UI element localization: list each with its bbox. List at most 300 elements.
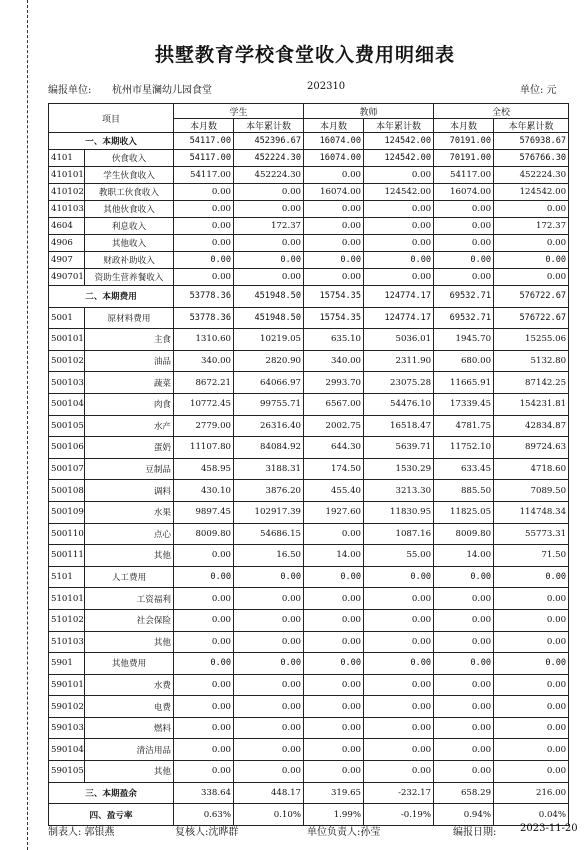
value-cell: 102917.39 — [234, 501, 304, 523]
value-cell: 0.00 — [364, 588, 434, 610]
value-cell: 0.00 — [494, 609, 569, 631]
account-code: 490701 — [49, 269, 85, 286]
page-title: 拱墅教育学校食堂收入费用明细表 — [154, 44, 455, 66]
value-cell: 0.00 — [304, 167, 364, 184]
value-cell: 338.64 — [174, 782, 234, 804]
value-cell: 0.00 — [494, 631, 569, 653]
account-code: 500101 — [49, 329, 85, 351]
account-code: 500103 — [49, 372, 85, 394]
value-cell: 0.00 — [494, 696, 569, 718]
value-cell: 4718.60 — [494, 458, 569, 480]
value-cell: 23075.28 — [364, 372, 434, 394]
value-cell: 0.00 — [174, 653, 234, 675]
value-cell: 0.00 — [304, 761, 364, 783]
value-cell: 680.00 — [434, 350, 494, 372]
table-row — [49, 372, 569, 394]
header-row-groups — [49, 104, 569, 119]
value-cell: 0.00 — [364, 201, 434, 218]
section-label: 三、本期盈余 — [49, 782, 174, 804]
header-col: 本月数 — [304, 119, 364, 133]
value-cell: 124774.17 — [364, 286, 434, 308]
footer-date-label: 编报日期: — [453, 827, 497, 838]
value-cell: 0.00 — [434, 566, 494, 588]
value-cell: 42834.87 — [494, 415, 569, 437]
value-cell: 16.50 — [234, 545, 304, 567]
value-cell: 53778.36 — [174, 286, 234, 308]
value-cell: 0.00 — [304, 717, 364, 739]
account-code: 4604 — [49, 218, 85, 235]
value-cell: 55.00 — [364, 545, 434, 567]
table-row — [49, 761, 569, 783]
value-cell: 644.30 — [304, 437, 364, 459]
account-name: 水果 — [85, 501, 174, 523]
value-cell: 15754.35 — [304, 286, 364, 308]
account-code: 590105 — [49, 761, 85, 783]
value-cell: 3876.20 — [234, 480, 304, 502]
value-cell: 124542.00 — [494, 184, 569, 201]
value-cell: 114748.34 — [494, 501, 569, 523]
table-row — [49, 696, 569, 718]
value-cell: 71.50 — [494, 545, 569, 567]
table-row — [49, 150, 569, 167]
value-cell: 0.00 — [434, 739, 494, 761]
table-row — [49, 218, 569, 235]
value-cell: 0.00 — [494, 201, 569, 218]
value-cell: 16074.00 — [304, 133, 364, 150]
value-cell: 10219.05 — [234, 329, 304, 351]
value-cell: 0.00 — [174, 184, 234, 201]
value-cell: 1087.16 — [364, 523, 434, 545]
value-cell: 54117.00 — [174, 133, 234, 150]
value-cell: 0.00 — [494, 252, 569, 269]
table-row — [49, 545, 569, 567]
value-cell: 0.00 — [234, 184, 304, 201]
account-name: 工资福利 — [85, 588, 174, 610]
value-cell: 0.00 — [234, 269, 304, 286]
table-row — [49, 631, 569, 653]
value-cell: 0.00 — [494, 761, 569, 783]
value-cell: 0.00 — [174, 761, 234, 783]
value-cell: 8009.80 — [434, 523, 494, 545]
value-cell: 0.63% — [174, 804, 234, 826]
value-cell: 11752.10 — [434, 437, 494, 459]
value-cell: 54476.10 — [364, 393, 434, 415]
account-name: 其他伙食收入 — [85, 201, 174, 218]
value-cell: 0.00 — [434, 235, 494, 252]
value-cell: 455.40 — [304, 480, 364, 502]
currency-unit: 单位: 元 — [520, 85, 557, 96]
value-cell: 0.00 — [174, 566, 234, 588]
footer-maker: 制表人: 郭银燕 — [48, 827, 115, 838]
value-cell: 16518.47 — [364, 415, 434, 437]
value-cell: 0.00 — [364, 674, 434, 696]
value-cell: 8009.80 — [174, 523, 234, 545]
value-cell: 319.65 — [304, 782, 364, 804]
value-cell: 0.00 — [434, 588, 494, 610]
value-cell: 458.95 — [174, 458, 234, 480]
value-cell: 64066.97 — [234, 372, 304, 394]
value-cell: 451948.50 — [234, 307, 304, 329]
value-cell: 576722.67 — [494, 307, 569, 329]
account-name: 蔬菜 — [85, 372, 174, 394]
value-cell: 2993.70 — [304, 372, 364, 394]
account-name: 水产 — [85, 415, 174, 437]
account-name: 燃料 — [85, 717, 174, 739]
org-value: 杭州市星澜幼儿园食堂 — [112, 85, 212, 96]
account-code: 510101 — [49, 588, 85, 610]
value-cell: 2311.90 — [364, 350, 434, 372]
account-code: 510103 — [49, 631, 85, 653]
value-cell: 15754.35 — [304, 307, 364, 329]
value-cell: 0.00 — [304, 269, 364, 286]
value-cell: 55773.31 — [494, 523, 569, 545]
value-cell: 54117.00 — [174, 150, 234, 167]
value-cell: 70191.00 — [434, 133, 494, 150]
account-name: 肉食 — [85, 393, 174, 415]
table-row — [49, 674, 569, 696]
value-cell: 3188.31 — [234, 458, 304, 480]
table-row — [49, 501, 569, 523]
table-row — [49, 609, 569, 631]
value-cell: 576766.30 — [494, 150, 569, 167]
account-name: 调料 — [85, 480, 174, 502]
footer-leader: 单位负责人:孙莹 — [307, 827, 381, 838]
header-group-teachers: 教师 — [304, 104, 434, 119]
value-cell: 0.00 — [234, 761, 304, 783]
value-cell: 452224.30 — [234, 150, 304, 167]
table-row — [49, 437, 569, 459]
value-cell: 340.00 — [174, 350, 234, 372]
value-cell: 172.37 — [494, 218, 569, 235]
value-cell: 87142.25 — [494, 372, 569, 394]
value-cell: 0.00 — [174, 631, 234, 653]
account-code: 5901 — [49, 653, 85, 675]
value-cell: 452224.30 — [494, 167, 569, 184]
value-cell: 1945.70 — [434, 329, 494, 351]
value-cell: 0.00 — [174, 588, 234, 610]
value-cell: 0.00 — [494, 566, 569, 588]
value-cell: 216.00 — [494, 782, 569, 804]
table-row — [49, 252, 569, 269]
account-name: 财政补助收入 — [85, 252, 174, 269]
value-cell: 340.00 — [304, 350, 364, 372]
value-cell: 633.45 — [434, 458, 494, 480]
value-cell: 54117.00 — [174, 167, 234, 184]
value-cell: 0.00 — [494, 674, 569, 696]
value-cell: 15255.06 — [494, 329, 569, 351]
account-code: 590103 — [49, 717, 85, 739]
value-cell: 0.00 — [434, 201, 494, 218]
value-cell: 0.00 — [434, 761, 494, 783]
account-code: 500104 — [49, 393, 85, 415]
table-row — [49, 269, 569, 286]
value-cell: 69532.71 — [434, 307, 494, 329]
account-code: 500102 — [49, 350, 85, 372]
table-row — [49, 782, 569, 804]
account-name: 清洁用品 — [85, 739, 174, 761]
account-code: 500109 — [49, 501, 85, 523]
value-cell: 0.00 — [364, 631, 434, 653]
value-cell: 124542.00 — [364, 150, 434, 167]
account-name: 水费 — [85, 674, 174, 696]
table-row — [49, 523, 569, 545]
value-cell: 0.00 — [304, 235, 364, 252]
value-cell: 0.00 — [234, 739, 304, 761]
table-row — [49, 653, 569, 675]
account-name: 教职工伙食收入 — [85, 184, 174, 201]
value-cell: 4781.75 — [434, 415, 494, 437]
value-cell: 0.00 — [174, 739, 234, 761]
account-name: 其他费用 — [85, 653, 174, 675]
value-cell: 0.00 — [234, 235, 304, 252]
value-cell: 0.00 — [174, 609, 234, 631]
value-cell: 0.00 — [494, 269, 569, 286]
value-cell: 0.00 — [494, 235, 569, 252]
value-cell: 5132.80 — [494, 350, 569, 372]
account-name: 其他 — [85, 761, 174, 783]
value-cell: 452396.67 — [234, 133, 304, 150]
value-cell: 0.00 — [434, 269, 494, 286]
value-cell: 0.00 — [364, 252, 434, 269]
value-cell: 0.00 — [434, 653, 494, 675]
value-cell: 10772.45 — [174, 393, 234, 415]
account-code: 590104 — [49, 739, 85, 761]
table-row — [49, 286, 569, 308]
value-cell: 124774.17 — [364, 307, 434, 329]
value-cell: 0.00 — [174, 717, 234, 739]
account-code: 5001 — [49, 307, 85, 329]
value-cell: 0.00 — [434, 631, 494, 653]
value-cell: -0.19% — [364, 804, 434, 826]
account-name: 主食 — [85, 329, 174, 351]
table-row — [49, 167, 569, 184]
table-row — [49, 480, 569, 502]
table-body — [49, 133, 569, 826]
value-cell: 430.10 — [174, 480, 234, 502]
value-cell: 0.10% — [234, 804, 304, 826]
value-cell: 0.00 — [304, 739, 364, 761]
section-label: 一、本期收入 — [49, 133, 174, 150]
value-cell: 11830.95 — [364, 501, 434, 523]
value-cell: 0.00 — [304, 653, 364, 675]
value-cell: 0.00 — [304, 674, 364, 696]
value-cell: 8672.21 — [174, 372, 234, 394]
value-cell: 0.00 — [364, 269, 434, 286]
value-cell: 70191.00 — [434, 150, 494, 167]
section-label: 二、本期费用 — [49, 286, 174, 308]
value-cell: 0.00 — [434, 717, 494, 739]
account-name: 蛋奶 — [85, 437, 174, 459]
account-code: 4907 — [49, 252, 85, 269]
org-label: 编报单位: — [48, 85, 92, 96]
account-code: 4101 — [49, 150, 85, 167]
account-code: 500107 — [49, 458, 85, 480]
value-cell: 0.00 — [234, 631, 304, 653]
value-cell: 0.00 — [174, 252, 234, 269]
account-code: 410101 — [49, 167, 85, 184]
value-cell: 0.00 — [234, 252, 304, 269]
table-row — [49, 133, 569, 150]
value-cell: 0.00 — [174, 201, 234, 218]
account-code: 500111 — [49, 545, 85, 567]
account-name: 电费 — [85, 696, 174, 718]
value-cell: 0.00 — [304, 566, 364, 588]
value-cell: 99755.71 — [234, 393, 304, 415]
value-cell: 0.00 — [494, 653, 569, 675]
value-cell: 11825.05 — [434, 501, 494, 523]
footer-reviewer: 复核人:沈晔群 — [175, 827, 239, 838]
value-cell: 658.29 — [434, 782, 494, 804]
value-cell: 6567.00 — [304, 393, 364, 415]
value-cell: 54686.15 — [234, 523, 304, 545]
value-cell: 26316.40 — [234, 415, 304, 437]
value-cell: 0.00 — [304, 218, 364, 235]
value-cell: 69532.71 — [434, 286, 494, 308]
value-cell: 0.00 — [364, 717, 434, 739]
value-cell: 0.00 — [234, 588, 304, 610]
table-row — [49, 393, 569, 415]
value-cell: 11665.91 — [434, 372, 494, 394]
account-name: 利息收入 — [85, 218, 174, 235]
value-cell: 16074.00 — [304, 184, 364, 201]
value-cell: 0.00 — [304, 588, 364, 610]
value-cell: 0.00 — [364, 218, 434, 235]
value-cell: 0.00 — [434, 609, 494, 631]
account-code: 410103 — [49, 201, 85, 218]
value-cell: 0.00 — [364, 653, 434, 675]
table-row — [49, 588, 569, 610]
section-label: 四、盈亏率 — [49, 804, 174, 826]
header-col: 本月数 — [174, 119, 234, 133]
value-cell: 174.50 — [304, 458, 364, 480]
value-cell: 1530.29 — [364, 458, 434, 480]
table-row — [49, 739, 569, 761]
header-col: 本年累计数 — [234, 119, 304, 133]
value-cell: 53778.36 — [174, 307, 234, 329]
account-name: 原材料费用 — [85, 307, 174, 329]
value-cell: 1.99% — [304, 804, 364, 826]
value-cell: 576722.67 — [494, 286, 569, 308]
value-cell: 1927.60 — [304, 501, 364, 523]
account-name: 社会保险 — [85, 609, 174, 631]
value-cell: 2820.90 — [234, 350, 304, 372]
value-cell: 3213.30 — [364, 480, 434, 502]
value-cell: 0.00 — [434, 252, 494, 269]
value-cell: 576938.67 — [494, 133, 569, 150]
value-cell: 0.00 — [234, 717, 304, 739]
value-cell: 0.00 — [364, 696, 434, 718]
table-row — [49, 329, 569, 351]
value-cell: 451948.50 — [234, 286, 304, 308]
table-row — [49, 415, 569, 437]
account-name: 其他收入 — [85, 235, 174, 252]
value-cell: 0.00 — [174, 269, 234, 286]
account-code: 410102 — [49, 184, 85, 201]
value-cell: 7089.50 — [494, 480, 569, 502]
value-cell: 885.50 — [434, 480, 494, 502]
account-code: 4906 — [49, 235, 85, 252]
value-cell: 448.17 — [234, 782, 304, 804]
account-code: 510102 — [49, 609, 85, 631]
value-cell: 0.00 — [364, 235, 434, 252]
value-cell: 0.00 — [434, 696, 494, 718]
value-cell: 635.10 — [304, 329, 364, 351]
report-period: 202310 — [307, 81, 346, 92]
value-cell: 124542.00 — [364, 133, 434, 150]
value-cell: 9897.45 — [174, 501, 234, 523]
account-code: 590101 — [49, 674, 85, 696]
header-col: 本年累计数 — [364, 119, 434, 133]
table-row — [49, 184, 569, 201]
value-cell: 89724.63 — [494, 437, 569, 459]
value-cell: 0.00 — [364, 609, 434, 631]
value-cell: 0.00 — [364, 566, 434, 588]
account-code: 500110 — [49, 523, 85, 545]
value-cell: 0.00 — [234, 674, 304, 696]
value-cell: 0.00 — [234, 653, 304, 675]
value-cell: 54117.00 — [434, 167, 494, 184]
value-cell: 11107.80 — [174, 437, 234, 459]
account-name: 学生伙食收入 — [85, 167, 174, 184]
value-cell: 84084.92 — [234, 437, 304, 459]
value-cell: 5036.01 — [364, 329, 434, 351]
account-name: 人工费用 — [85, 566, 174, 588]
header-group-students: 学生 — [174, 104, 304, 119]
value-cell: 16074.00 — [434, 184, 494, 201]
binding-margin-line — [27, 0, 28, 850]
header-col: 本年累计数 — [494, 119, 569, 133]
table-row — [49, 717, 569, 739]
account-name: 豆制品 — [85, 458, 174, 480]
value-cell: 0.00 — [234, 609, 304, 631]
header-group-school: 全校 — [434, 104, 569, 119]
account-code: 500105 — [49, 415, 85, 437]
header-item: 项目 — [49, 104, 174, 133]
value-cell: -232.17 — [364, 782, 434, 804]
value-cell: 172.37 — [234, 218, 304, 235]
value-cell: 1310.60 — [174, 329, 234, 351]
value-cell: 5639.71 — [364, 437, 434, 459]
value-cell: 0.00 — [174, 218, 234, 235]
value-cell: 154231.81 — [494, 393, 569, 415]
value-cell: 16074.00 — [304, 150, 364, 167]
footer-date-value: 2023-11-20 — [520, 823, 578, 834]
account-code: 590102 — [49, 696, 85, 718]
table-row — [49, 307, 569, 329]
table-row — [49, 235, 569, 252]
value-cell: 0.00 — [174, 235, 234, 252]
value-cell: 0.00 — [234, 566, 304, 588]
value-cell: 0.00 — [434, 674, 494, 696]
value-cell: 0.00 — [494, 739, 569, 761]
value-cell: 2002.75 — [304, 415, 364, 437]
value-cell: 0.00 — [494, 717, 569, 739]
value-cell: 0.00 — [304, 252, 364, 269]
table-row — [49, 201, 569, 218]
value-cell: 0.00 — [494, 588, 569, 610]
value-cell: 0.00 — [174, 696, 234, 718]
value-cell: 0.00 — [364, 739, 434, 761]
account-name: 其他 — [85, 545, 174, 567]
value-cell: 0.94% — [434, 804, 494, 826]
value-cell: 0.00 — [174, 545, 234, 567]
value-cell: 0.00 — [304, 609, 364, 631]
account-code: 5101 — [49, 566, 85, 588]
value-cell: 124542.00 — [364, 184, 434, 201]
value-cell: 0.00 — [234, 201, 304, 218]
value-cell: 0.00 — [364, 761, 434, 783]
value-cell: 0.00 — [364, 167, 434, 184]
